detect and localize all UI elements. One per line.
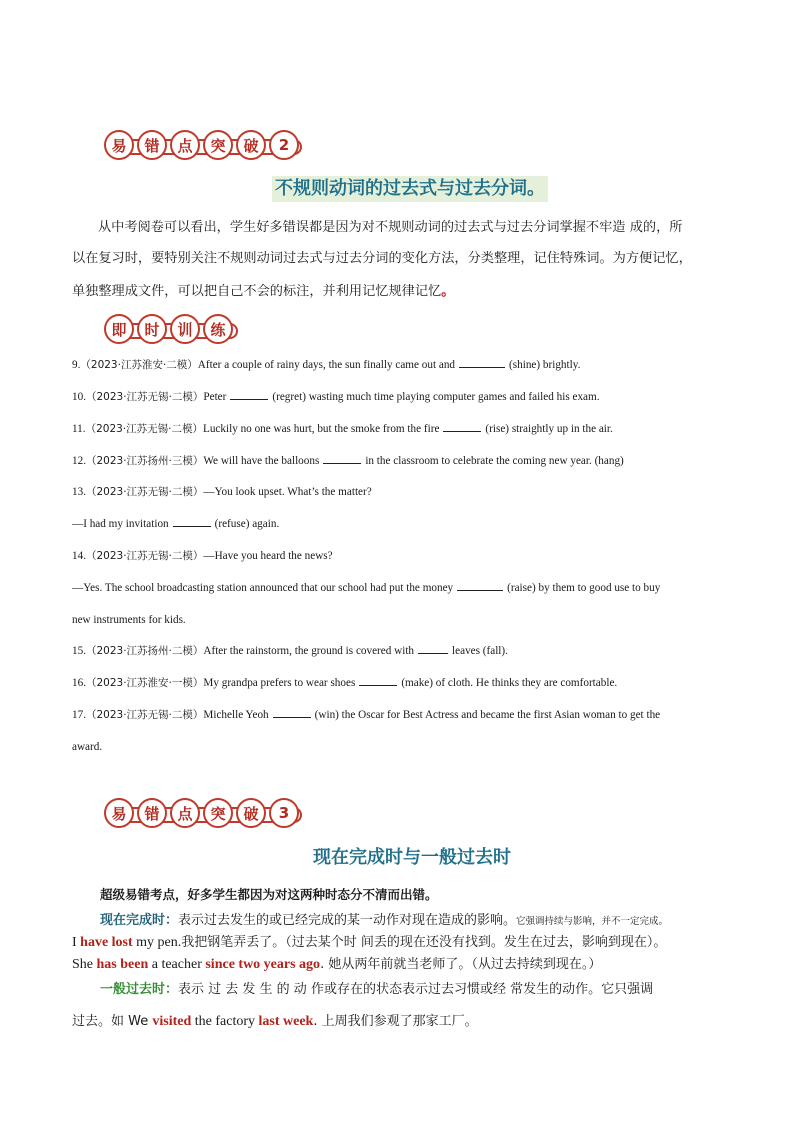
intro-end-mark: 。 [441, 284, 455, 299]
answer-blank[interactable] [230, 389, 268, 400]
question-17-line2: award. [72, 741, 103, 753]
question-number: 10. [72, 391, 86, 403]
question-source: （2023·江苏无锡·二模） [85, 391, 204, 403]
question-number: 12. [72, 455, 86, 467]
section-title-tenses: 现在完成时与一般过去时 [313, 847, 511, 868]
simple-past-definition [100, 976, 653, 1004]
intro-paragraph-line3 [72, 278, 732, 306]
question-source: （2023·江苏无锡·二模） [85, 423, 203, 435]
practice-badge [104, 312, 240, 346]
intro-paragraph [72, 214, 732, 242]
question-text: —You look upset. What’s the matter? [203, 486, 372, 498]
question-text: Peter [203, 391, 227, 403]
highlight-time: last week [258, 1014, 314, 1029]
question-source: （2023·江苏扬州·二模） [85, 645, 204, 657]
question-12 [72, 453, 624, 469]
question-number: 17. [72, 709, 86, 721]
question-source: （2023·江苏无锡·二模） [85, 709, 204, 721]
example-text: the factory [191, 1014, 259, 1029]
example-translation: . 她从两年前就当老师了。（从过去持续到现在。） [320, 957, 602, 972]
section-badge-2 [104, 128, 304, 162]
question-16 [72, 675, 617, 691]
example-text: a teacher [148, 957, 206, 972]
question-text: Luckily no one was hurt, but the smoke from the fire [202, 423, 440, 435]
question-13 [72, 484, 372, 500]
section3-subtitle: 超级易错考点，好多学生都因为对这两种时态分不清而出错。 [100, 887, 438, 902]
question-text: (regret) wasting much time playing computer games and failed his exam. [272, 391, 600, 403]
question-9 [72, 357, 580, 373]
question-source: （2023·江苏扬州·三模） [85, 455, 204, 467]
example-text: my pen. [132, 935, 182, 950]
badge-char: 即 [104, 314, 134, 344]
badge-char: 错 [137, 130, 167, 160]
question-17 [72, 707, 660, 723]
question-text: —Have you heard the news? [203, 550, 333, 562]
answer-blank[interactable] [443, 421, 481, 432]
example-text: 过去。如 We [72, 1014, 153, 1029]
question-source: （2023·江苏无锡·二模） [85, 486, 204, 498]
badge-char: 突 [203, 798, 233, 828]
question-number: 9. [72, 359, 81, 371]
question-14-line2 [72, 580, 660, 596]
question-text: in the classroom to celebrate the coming new year. (hang) [365, 455, 624, 467]
section-badge-3 [104, 796, 304, 830]
question-number: 15. [72, 645, 86, 657]
answer-blank[interactable] [459, 357, 505, 368]
example-text: I [72, 935, 81, 950]
intro-line-1: 从中考阅卷可以看出，学生好多错误都是因为对不规则动词的过去式与过去分词掌握不牢造 成的，所 [98, 220, 683, 235]
badge-char: 破 [236, 798, 266, 828]
question-text: After a couple of rainy days, the sun finally came out and [197, 359, 456, 371]
question-text: (shine) brightly. [509, 359, 581, 371]
question-14-line3: new instruments for kids. [72, 614, 186, 626]
badge-char: 点 [170, 130, 200, 160]
question-text: (raise) by them to good use to buy [507, 582, 661, 594]
answer-blank[interactable] [323, 453, 361, 464]
badge-char: 错 [137, 798, 167, 828]
question-text: (make) of cloth. He thinks they are comfortable. [401, 677, 618, 689]
badge-char: 时 [137, 314, 167, 344]
question-14 [72, 548, 333, 564]
question-number: 14. [72, 550, 86, 562]
simple-past-example [72, 1008, 478, 1036]
intro-paragraph-line2: 以在复习时，要特别关注不规则动词过去式与过去分词的变化方法，分类整理，记住特殊词。为方便记忆， [72, 251, 692, 266]
intro-line-3: 单独整理成文件，可以把自己不会的标注，并利用记忆规律记忆 [72, 284, 442, 299]
badge-char: 2 [269, 130, 299, 160]
question-number: 13. [72, 486, 86, 498]
highlight-verb: visited [152, 1014, 192, 1029]
badge-char: 易 [104, 130, 134, 160]
question-text: (win) the Oscar for Best Actress and became the first Asian woman to get the [314, 709, 661, 721]
question-text: My grandpa prefers to wear shoes [203, 677, 356, 689]
badge-char: 3 [269, 798, 299, 828]
example-translation: 我把钢笔弄丢了。（过去某个时 间丢的现在还没有找到。发生在过去，影响到现在）。 [181, 935, 667, 950]
highlight-verb: have lost [80, 935, 133, 950]
example-translation: . 上周我们参观了那家工厂。 [313, 1014, 478, 1029]
question-source: （2023·江苏淮安·二模） [80, 359, 198, 371]
question-text: (rise) straightly up in the air. [485, 423, 613, 435]
question-10 [72, 389, 600, 405]
answer-blank[interactable] [418, 643, 448, 654]
simple-past-text: 表示 过 去 发 生 的 动 作或存在的状态表示过去习惯或经 常发生的动作。它只强调 [178, 982, 654, 997]
question-text: We will have the balloons [203, 455, 320, 467]
badge-char: 点 [170, 798, 200, 828]
present-perfect-label: 现在完成时： [100, 913, 179, 928]
badge-char: 破 [236, 130, 266, 160]
badge-char: 易 [104, 798, 134, 828]
present-perfect-text: 表示过去发生的或已经完成的某一动作对现在造成的影响。 [178, 913, 517, 928]
example-text: She [72, 957, 97, 972]
answer-blank[interactable] [457, 580, 503, 591]
badge-char: 练 [203, 314, 233, 344]
section-title-irregular-verbs: 不规则动词的过去式与过去分词。 [272, 176, 548, 202]
question-11 [72, 421, 613, 437]
example-2 [72, 954, 601, 976]
question-15 [72, 643, 508, 659]
present-perfect-note: 它强调持续与影响，并不一定完成。 [516, 916, 669, 927]
question-text: leaves (fall). [452, 645, 508, 657]
simple-past-label: 一般过去时： [100, 982, 179, 997]
question-text: After the rainstorm, the ground is covered with [203, 645, 415, 657]
answer-blank[interactable] [273, 707, 311, 718]
question-13-line2 [72, 516, 279, 532]
question-text: Michelle Yeoh [203, 709, 269, 721]
question-text: —I had my invitation [72, 518, 169, 530]
badge-char: 训 [170, 314, 200, 344]
question-number: 11. [72, 423, 86, 435]
highlight-verb: has been [96, 957, 149, 972]
answer-blank[interactable] [173, 516, 211, 527]
answer-blank[interactable] [359, 675, 397, 686]
badge-char: 突 [203, 130, 233, 160]
example-1 [72, 932, 666, 954]
present-perfect-definition [100, 910, 668, 933]
question-source: （2023·江苏淮安·一模） [85, 677, 204, 689]
question-text: (refuse) again. [214, 518, 280, 530]
highlight-time: since two years ago [205, 957, 321, 972]
question-text: —Yes. The school broadcasting station announced that our school had put the money [72, 582, 454, 594]
question-source: （2023·江苏无锡·二模） [85, 550, 204, 562]
question-number: 16. [72, 677, 86, 689]
